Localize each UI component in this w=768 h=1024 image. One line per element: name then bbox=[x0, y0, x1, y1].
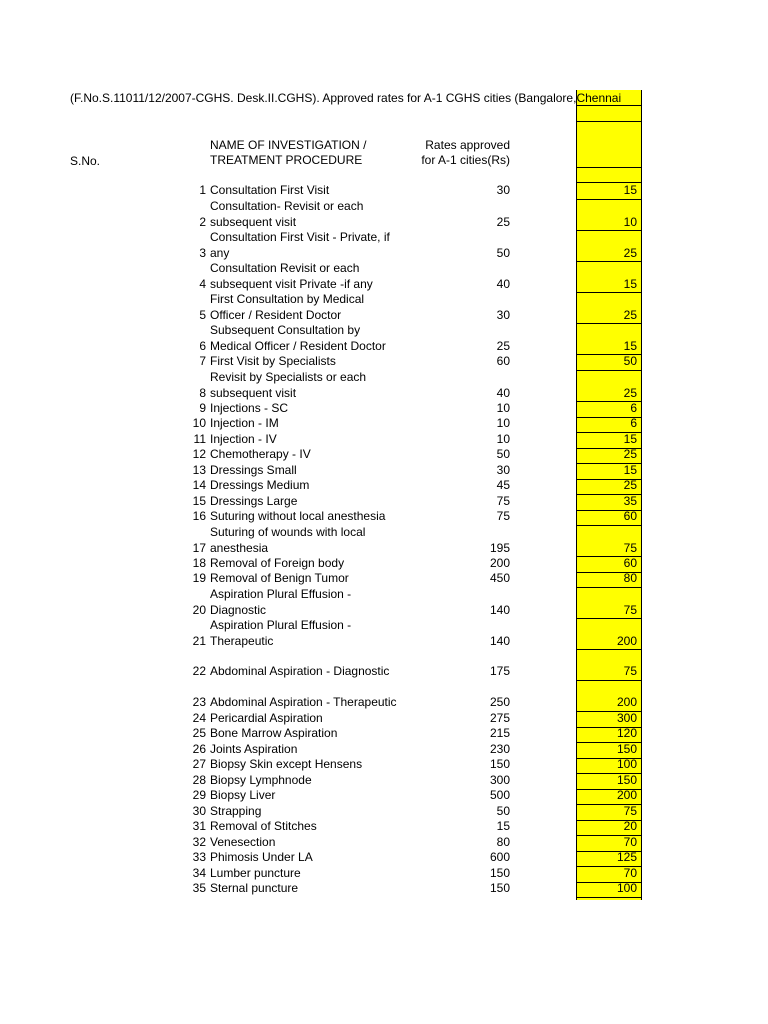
approved-rate: 45 bbox=[496, 478, 510, 492]
procedure-name-line: Consultation First Visit bbox=[210, 183, 330, 197]
revised-rate: 60 bbox=[623, 509, 637, 523]
approved-rate: 195 bbox=[489, 540, 510, 555]
approved-rate: 25 bbox=[496, 338, 510, 353]
procedure-name-line: Consultation- Revisit or each bbox=[210, 199, 364, 213]
procedure-name-line: Injection - IM bbox=[210, 416, 279, 430]
procedure-name bbox=[210, 183, 400, 199]
serial-number: 25 bbox=[192, 726, 206, 740]
grid-line bbox=[577, 121, 641, 122]
approved-rate: 140 bbox=[489, 633, 510, 648]
revised-rate: 75 bbox=[623, 602, 637, 617]
procedure-name bbox=[210, 742, 400, 758]
approved-rate: 25 bbox=[496, 214, 510, 229]
procedure-name-line: Abdominal Aspiration - Diagnostic bbox=[210, 664, 390, 678]
approved-rate: 500 bbox=[489, 788, 510, 802]
procedure-name-line: Strapping bbox=[210, 804, 262, 818]
procedure-name-line: First Consultation by Medical bbox=[210, 292, 365, 306]
revised-rate: 15 bbox=[623, 463, 637, 477]
revised-rate: 300 bbox=[616, 711, 637, 725]
revised-rate: 75 bbox=[623, 664, 637, 678]
grid-line bbox=[577, 323, 641, 324]
revised-rate: 70 bbox=[623, 866, 637, 880]
procedure-name-line: subsequent visit bbox=[210, 385, 297, 400]
revised-rate: 200 bbox=[616, 788, 637, 802]
serial-number: 35 bbox=[192, 881, 206, 895]
procedure-name bbox=[210, 819, 400, 835]
approved-rate: 30 bbox=[496, 307, 510, 322]
procedure-name-line: Consultation Revisit or each bbox=[210, 261, 360, 275]
serial-number: 31 bbox=[192, 819, 206, 833]
procedure-name bbox=[210, 432, 400, 448]
approved-rate: 450 bbox=[489, 571, 510, 585]
revised-rate: 10 bbox=[623, 214, 637, 229]
revised-rate: 6 bbox=[630, 416, 637, 430]
procedure-name bbox=[210, 556, 400, 572]
procedure-name bbox=[210, 463, 400, 479]
revised-rate: 80 bbox=[623, 571, 637, 585]
revised-rate: 75 bbox=[623, 540, 637, 555]
approved-rate: 175 bbox=[489, 664, 510, 678]
serial-number: 19 bbox=[192, 571, 206, 585]
serial-number: 8 bbox=[199, 385, 206, 400]
procedure-name bbox=[210, 757, 400, 773]
serial-number: 26 bbox=[192, 742, 206, 756]
procedure-name bbox=[210, 866, 400, 882]
procedure-name-line: Diagnostic bbox=[210, 602, 267, 617]
serial-number: 34 bbox=[192, 866, 206, 880]
serial-number: 27 bbox=[192, 757, 206, 771]
procedure-name bbox=[210, 370, 400, 401]
serial-number: 23 bbox=[192, 695, 206, 709]
serial-number: 32 bbox=[192, 835, 206, 849]
grid-line bbox=[577, 897, 641, 898]
procedure-name bbox=[210, 835, 400, 851]
serial-number: 16 bbox=[192, 509, 206, 523]
serial-number: 14 bbox=[192, 478, 206, 492]
serial-number: 3 bbox=[199, 245, 206, 260]
approved-rate: 50 bbox=[496, 245, 510, 260]
revised-rate: 100 bbox=[616, 881, 637, 895]
procedure-name-line: Bone Marrow Aspiration bbox=[210, 726, 338, 740]
approved-rate: 60 bbox=[496, 354, 510, 368]
serial-number: 11 bbox=[193, 432, 206, 446]
serial-number: 1 bbox=[199, 183, 206, 197]
procedure-name bbox=[210, 494, 400, 510]
procedure-name bbox=[210, 618, 400, 649]
approved-rate: 75 bbox=[496, 509, 510, 523]
approved-rate: 75 bbox=[496, 494, 510, 508]
approved-rate: 10 bbox=[496, 432, 510, 446]
serial-number: 30 bbox=[192, 804, 206, 818]
procedure-name-line: Biopsy Liver bbox=[210, 788, 276, 802]
procedure-name-line: Aspiration Plural Effusion - bbox=[210, 587, 352, 601]
approved-rate: 300 bbox=[489, 773, 510, 787]
grid-line bbox=[577, 680, 641, 681]
procedure-name bbox=[210, 664, 400, 680]
procedure-name bbox=[210, 726, 400, 742]
revised-rate: 70 bbox=[623, 835, 637, 849]
approved-rate: 215 bbox=[489, 726, 510, 740]
serial-number: 7 bbox=[199, 354, 206, 368]
procedure-name-line: Officer / Resident Doctor bbox=[210, 307, 342, 322]
procedure-name-line: Removal of Benign Tumor bbox=[210, 571, 349, 585]
revised-rate: 150 bbox=[616, 773, 637, 787]
revised-rate: 15 bbox=[623, 183, 637, 197]
approved-rate: 10 bbox=[496, 416, 510, 430]
serial-number: 17 bbox=[192, 540, 206, 555]
procedure-name-line: anesthesia bbox=[210, 540, 269, 555]
grid-line bbox=[577, 525, 641, 526]
approved-rate: 50 bbox=[496, 447, 510, 461]
procedure-name-line: Consultation First Visit - Private, if bbox=[210, 230, 390, 244]
grid-line bbox=[577, 199, 641, 200]
revised-rate: 35 bbox=[623, 494, 637, 508]
revised-rate: 125 bbox=[616, 850, 637, 864]
revised-rate: 60 bbox=[623, 556, 637, 570]
approved-rate: 15 bbox=[496, 819, 510, 833]
procedure-name bbox=[210, 199, 400, 230]
approved-rate: 140 bbox=[489, 602, 510, 617]
procedure-name bbox=[210, 292, 400, 323]
serial-number: 13 bbox=[192, 463, 206, 477]
procedure-name bbox=[210, 587, 400, 618]
approved-rate: 80 bbox=[496, 835, 510, 849]
procedure-name-line: Revisit by Specialists or each bbox=[210, 370, 367, 384]
sno-column-header: S.No. bbox=[70, 154, 101, 168]
revised-rate: 25 bbox=[623, 245, 637, 260]
procedure-name bbox=[210, 525, 400, 556]
procedure-name-line: Removal of Foreign body bbox=[210, 556, 345, 570]
procedure-name-line: subsequent visit Private -if any bbox=[210, 276, 373, 291]
grid-line bbox=[577, 261, 641, 262]
procedure-name-line: Dressings Medium bbox=[210, 478, 310, 492]
rate-header-line2: for A-1 cities(Rs) bbox=[421, 153, 510, 167]
revised-rate: 20 bbox=[623, 819, 637, 833]
grid-line bbox=[577, 618, 641, 619]
serial-number: 20 bbox=[192, 602, 206, 617]
procedure-name bbox=[210, 711, 400, 727]
procedure-name-line: Biopsy Skin except Hensens bbox=[210, 757, 363, 771]
procedure-name bbox=[210, 804, 400, 820]
serial-number: 18 bbox=[192, 556, 206, 570]
approved-rate: 250 bbox=[489, 695, 510, 709]
approved-rate: 30 bbox=[496, 183, 510, 197]
serial-number: 4 bbox=[199, 276, 206, 291]
procedure-name-line: Suturing without local anesthesia bbox=[210, 509, 386, 523]
revised-rate: 25 bbox=[623, 447, 637, 461]
procedure-name bbox=[210, 773, 400, 789]
procedure-name-line: Aspiration Plural Effusion - bbox=[210, 618, 352, 632]
procedure-name bbox=[210, 230, 400, 261]
procedure-name-line: Chemotherapy - IV bbox=[210, 447, 311, 461]
procedure-name-line: Subsequent Consultation by bbox=[210, 323, 361, 337]
approved-rate: 600 bbox=[489, 850, 510, 864]
grid-line bbox=[577, 167, 641, 168]
procedure-name-line: any bbox=[210, 245, 230, 260]
approved-rate: 150 bbox=[489, 881, 510, 895]
procedure-name-line: Pericardial Aspiration bbox=[210, 711, 323, 725]
revised-rate: 25 bbox=[623, 307, 637, 322]
procedure-name-line: Removal of Stitches bbox=[210, 819, 317, 833]
procedure-name-line: subsequent visit bbox=[210, 214, 297, 229]
revised-rate: 15 bbox=[623, 276, 637, 291]
revised-rate: 50 bbox=[623, 354, 637, 368]
serial-number: 5 bbox=[199, 307, 206, 322]
procedure-name-line: Dressings Small bbox=[210, 463, 297, 477]
name-column-header bbox=[210, 138, 366, 168]
revised-rate: 200 bbox=[616, 633, 637, 648]
procedure-name-line: Therapeutic bbox=[210, 633, 274, 648]
serial-number: 24 bbox=[192, 711, 206, 725]
procedure-name bbox=[210, 261, 400, 292]
procedure-name bbox=[210, 509, 400, 525]
revised-rate: 25 bbox=[623, 385, 637, 400]
revised-rate: 15 bbox=[623, 338, 637, 353]
procedure-name bbox=[210, 354, 400, 370]
approved-rate: 30 bbox=[496, 463, 510, 477]
rate-header-line1: Rates approved bbox=[425, 138, 510, 152]
approved-rate: 10 bbox=[496, 401, 510, 415]
grid-line bbox=[577, 370, 641, 371]
grid-line bbox=[577, 292, 641, 293]
procedure-name bbox=[210, 323, 400, 354]
revised-rate: 100 bbox=[616, 757, 637, 771]
procedure-name-line: Injection - IV bbox=[210, 432, 277, 446]
serial-number: 28 bbox=[192, 773, 206, 787]
serial-number: 9 bbox=[199, 401, 206, 415]
procedure-name-line: Suturing of wounds with local bbox=[210, 525, 366, 539]
approved-rate: 150 bbox=[489, 866, 510, 880]
procedure-name bbox=[210, 788, 400, 804]
document-header: (F.No.S.11011/12/2007-CGHS. Desk.II.CGHS). Approved rates for A-1 CGHS cities (Bangalore,Chennai bbox=[70, 91, 622, 105]
procedure-name-line: Joints Aspiration bbox=[210, 742, 298, 756]
procedure-name bbox=[210, 571, 400, 587]
approved-rate: 230 bbox=[489, 742, 510, 756]
grid-line bbox=[577, 105, 641, 106]
procedure-name-line: Injections - SC bbox=[210, 401, 289, 415]
procedure-name bbox=[210, 881, 400, 897]
approved-rate: 40 bbox=[496, 385, 510, 400]
approved-rate: 275 bbox=[489, 711, 510, 725]
revised-rate: 120 bbox=[616, 726, 637, 740]
procedure-name-line: Lumber puncture bbox=[210, 866, 301, 880]
procedure-name bbox=[210, 416, 400, 432]
serial-number: 15 bbox=[192, 494, 206, 508]
name-header-line2: TREATMENT PROCEDURE bbox=[210, 153, 363, 167]
revised-rate: 150 bbox=[616, 742, 637, 756]
procedure-name bbox=[210, 850, 400, 866]
grid-line bbox=[577, 230, 641, 231]
serial-number: 21 bbox=[192, 633, 206, 648]
procedure-name bbox=[210, 695, 400, 711]
serial-number: 2 bbox=[199, 214, 206, 229]
serial-number: 6 bbox=[199, 338, 206, 353]
serial-number: 12 bbox=[192, 447, 206, 461]
serial-number: 33 bbox=[192, 850, 206, 864]
grid-line bbox=[577, 587, 641, 588]
procedure-name-line: Medical Officer / Resident Doctor bbox=[210, 338, 386, 353]
serial-number: 22 bbox=[192, 664, 206, 678]
revised-rate: 200 bbox=[616, 695, 637, 709]
procedure-name-line: Venesection bbox=[210, 835, 276, 849]
revised-rate: 15 bbox=[623, 432, 637, 446]
approved-rate: 200 bbox=[489, 556, 510, 570]
serial-number: 29 bbox=[192, 788, 206, 802]
rate-column-header bbox=[400, 138, 510, 168]
approved-rate: 40 bbox=[496, 276, 510, 291]
name-header-line1: NAME OF INVESTIGATION / bbox=[210, 138, 367, 152]
procedure-name bbox=[210, 401, 400, 417]
procedure-name bbox=[210, 447, 400, 463]
procedure-name-line: Dressings Large bbox=[210, 494, 298, 508]
procedure-name-line: First Visit by Specialists bbox=[210, 354, 336, 368]
revised-rate: 75 bbox=[623, 804, 637, 818]
approved-rate: 50 bbox=[496, 804, 510, 818]
approved-rate: 150 bbox=[489, 757, 510, 771]
procedure-name-line: Biopsy Lymphnode bbox=[210, 773, 312, 787]
procedure-name bbox=[210, 478, 400, 494]
revised-rate: 25 bbox=[623, 478, 637, 492]
procedure-name-line: Sternal puncture bbox=[210, 881, 299, 895]
revised-rate: 6 bbox=[630, 401, 637, 415]
procedure-name-line: Phimosis Under LA bbox=[210, 850, 313, 864]
grid-line bbox=[577, 649, 641, 650]
procedure-name-line: Abdominal Aspiration - Therapeutic bbox=[210, 695, 397, 709]
serial-number: 10 bbox=[192, 416, 206, 430]
